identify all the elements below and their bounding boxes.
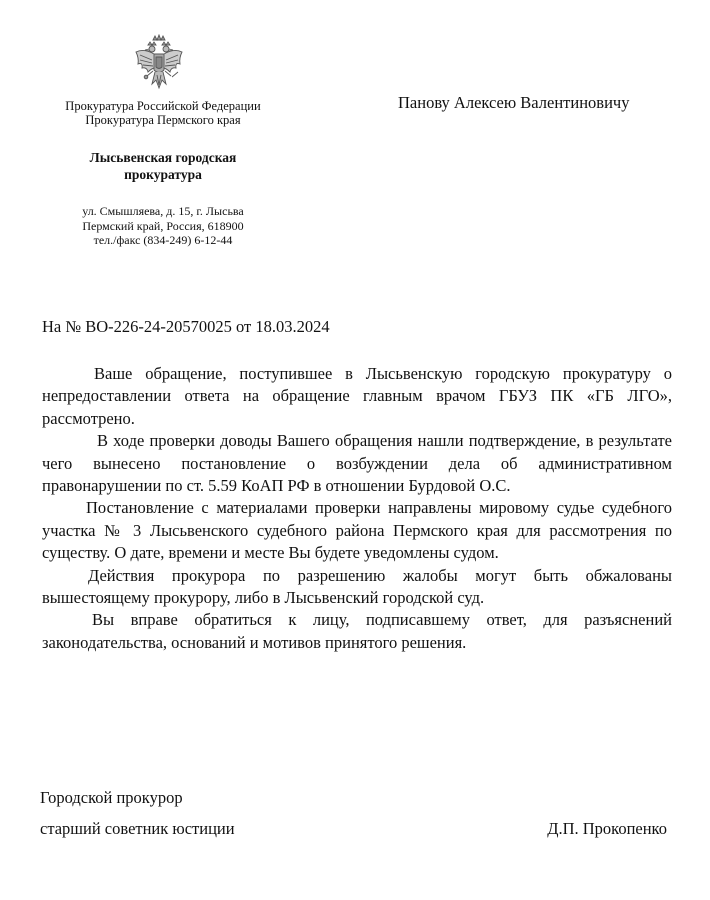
recipient-name: Панову Алексею Валентиновичу: [398, 93, 630, 112]
paragraph-1: Ваше обращение, поступившее в Лысьвенскую городскую прокуратуру о непредоставлении ответа на обращение главным врачом ГБУЗ ПК «ГБ ЛГО», рассмотрено.: [42, 364, 672, 428]
office-name-line-1: Лысьвенская городская: [89, 150, 237, 165]
signatory-name: Д.П. Прокопенко: [547, 819, 667, 838]
letterhead: [52, 99, 274, 248]
office-address: [52, 204, 274, 248]
paragraph-5: Вы вправе обратиться к лицу, подписавшему ответ, для разъяснений законодательства, оснований и мотивов принятого решения.: [42, 610, 672, 652]
paragraph-4: Действия прокурора по разрешению жалобы могут быть обжалованы вышестоящему прокурору, либо в Лысьвенский городской суд.: [42, 565, 672, 608]
org-line-federal: Прокуратура Российской Федерации: [65, 99, 261, 113]
signatory-rank: старший советник юстиции: [40, 819, 235, 838]
address-street: ул. Смышляева, д. 15, г. Лысьва: [82, 204, 244, 218]
letter-body: [42, 363, 672, 654]
address-phone: тел./факс (834-249) 6-12-44: [93, 233, 233, 247]
address-region: Пермский край, Россия, 618900: [82, 218, 244, 233]
office-name-line-2: прокуратура: [124, 167, 202, 182]
paragraph-2: В ходе проверки доводы Вашего обращения нашли подтверждение, в результате чего вынесено постановление о возбуждении дела об административном правонарушении по ст. 5.59 КоАП РФ в отношении Бурдовой О.С.: [42, 431, 672, 496]
reference-number: На № ВО-226-24-20570025 от 18.03.2024: [42, 317, 330, 336]
paragraph-3: Постановление с материалами проверки направлены мировому судье судебного участка № 3 Лысьвенского судебного района Пермского края для рассмотрения по существу. О дате, времени и месте Вы будете уведомлены судом.: [42, 498, 672, 563]
signatory-title: Городской прокурор: [40, 788, 183, 807]
russian-coat-of-arms-icon: [134, 34, 184, 94]
org-line-regional: Прокуратура Пермского края: [85, 113, 241, 127]
